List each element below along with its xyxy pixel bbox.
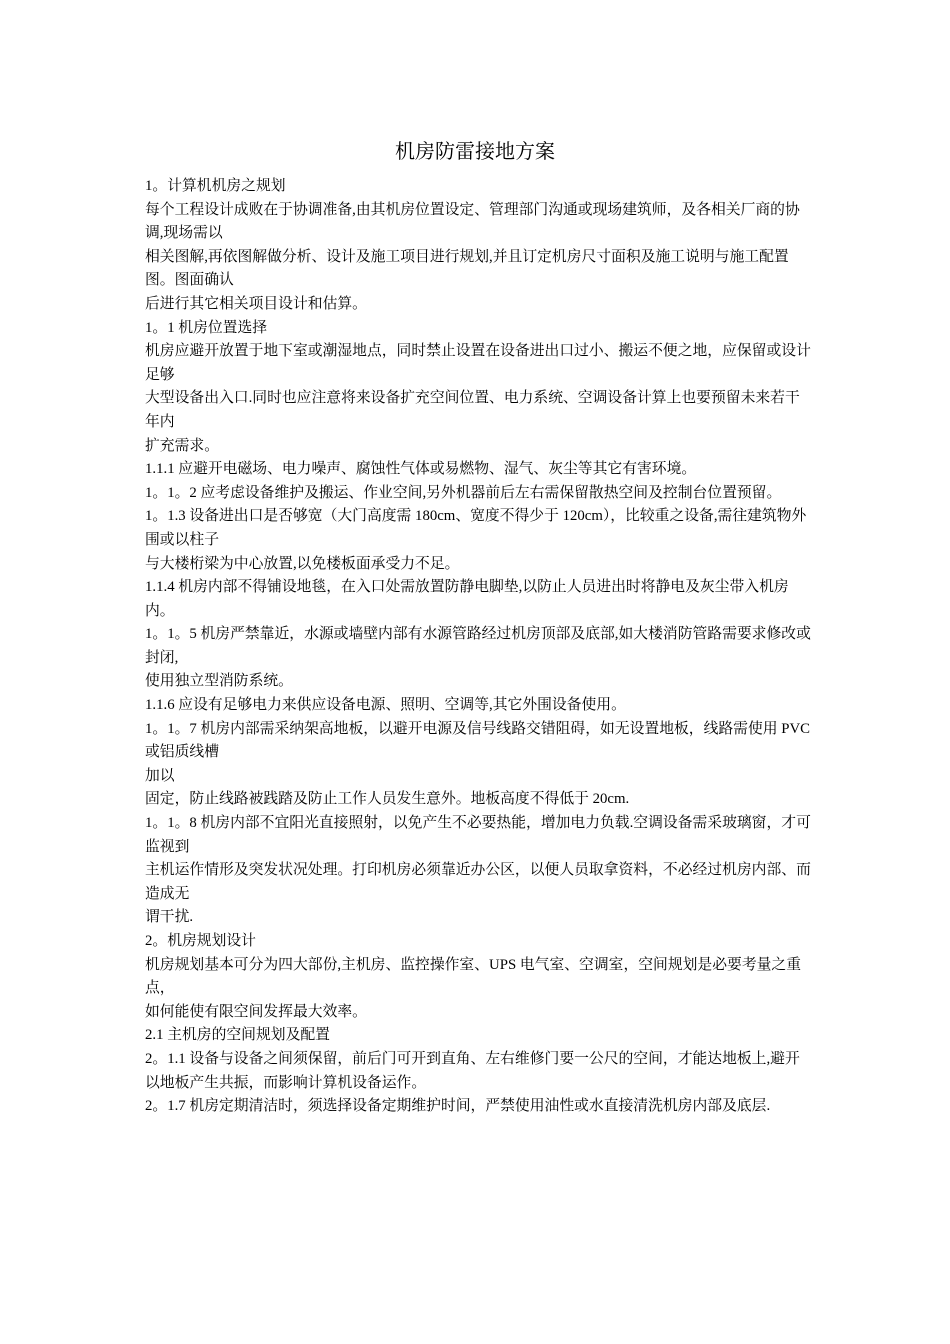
section-heading: 1。1 机房位置选择	[145, 319, 268, 336]
paragraph: 加以	[145, 767, 175, 784]
list-item: 1。1.3 设备进出口是否够宽（大门高度需 180cm、宽度不得少于 120cm），比较重之设备,需往建筑物外围或以柱子	[145, 508, 807, 548]
paragraph: 后进行其它相关项目设计和估算。	[145, 295, 367, 312]
paragraph: 使用独立型消防系统。	[145, 673, 293, 690]
document-body	[145, 175, 811, 1119]
list-item: 1。1。7 机房内部需采纳架高地板，以避开电源及信号线路交错阻碍，如无设置地板，线路需使用 PVC 或铝质线槽	[145, 720, 811, 761]
list-item: 1.1.6 应设有足够电力来供应设备电源、照明、空调等,其它外围设备使用。	[145, 697, 626, 714]
paragraph: 相关图解,再依图解做分析、设计及施工项目进行规划,并且订定机房尺寸面积及施工说明与施工配置图。图面确认	[145, 248, 789, 289]
list-item: 2。1.7 机房定期清洁时，须选择设备定期维护时间，严禁使用油性或水直接清洗机房内部及底层.	[145, 1098, 771, 1115]
list-item: 2。1.1 设备与设备之间须保留，前后门可开到直角、左右维修门要一公尺的空间，才能达地板上,避开以地板产生共振，而影响计算机设备运作。	[145, 1050, 800, 1091]
paragraph: 扩充需求。	[145, 437, 219, 454]
section-heading: 1。计算机机房之规划	[145, 178, 286, 194]
paragraph: 主机运作情形及突发状况处理。打印机房必须靠近办公区，以便人员取拿资料，不必经过机房内部、而造成无	[145, 862, 811, 902]
section-heading: 2.1 主机房的空间规划及配置	[145, 1027, 330, 1044]
section-heading: 2。机房规划设计	[145, 933, 256, 949]
paragraph: 谓干扰.	[145, 909, 194, 926]
list-item: 1。1。2 应考虑设备维护及搬运、作业空间,另外机器前后左右需保留散热空间及控制台位置预留。	[145, 484, 782, 501]
list-item: 1。1。5 机房严禁靠近，水源或墙壁内部有水源管路经过机房顶部及底部,如大楼消防管路需要求修改或封闭,	[145, 626, 811, 666]
paragraph: 如何能使有限空间发挥最大效率。	[145, 1003, 367, 1020]
paragraph: 机房规划基本可分为四大部份,主机房、监控操作室、UPS 电气室、空调室，空间规划是必要考量之重点，	[145, 956, 802, 997]
paragraph: 与大楼桁梁为中心放置,以免楼板面承受力不足。	[145, 555, 460, 572]
list-item: 1。1。8 机房内部不宜阳光直接照射，以免产生不必要热能，增加电力负载.空调设备需采玻璃窗，才可监视到	[145, 815, 811, 855]
paragraph: 机房应避开放置于地下室或潮湿地点，同时禁止设置在设备进出口过小、搬运不便之地，应保留或设计足够	[145, 343, 811, 383]
paragraph: 每个工程设计成败在于协调准备,由其机房位置设定、管理部门沟通或现场建筑师，及各相关厂商的协调,现场需以	[145, 201, 800, 242]
list-item: 1.1.1 应避开电磁场、电力噪声、腐蚀性气体或易燃物、湿气、灰尘等其它有害环境。	[145, 461, 697, 478]
paragraph: 固定，防止线路被践踏及防止工作人员发生意外。地板高度不得低于 20cm.	[145, 791, 630, 808]
list-item: 1.1.4 机房内部不得铺设地毯，在入口处需放置防静电脚垫,以防止人员进出时将静电及灰尘带入机房内。	[145, 579, 789, 619]
paragraph: 大型设备出入口.同时也应注意将来设备扩充空间位置、电力系统、空调设备计算上也要预留未来若干年内	[145, 390, 800, 430]
document-title: 机房防雷接地方案	[395, 139, 555, 163]
